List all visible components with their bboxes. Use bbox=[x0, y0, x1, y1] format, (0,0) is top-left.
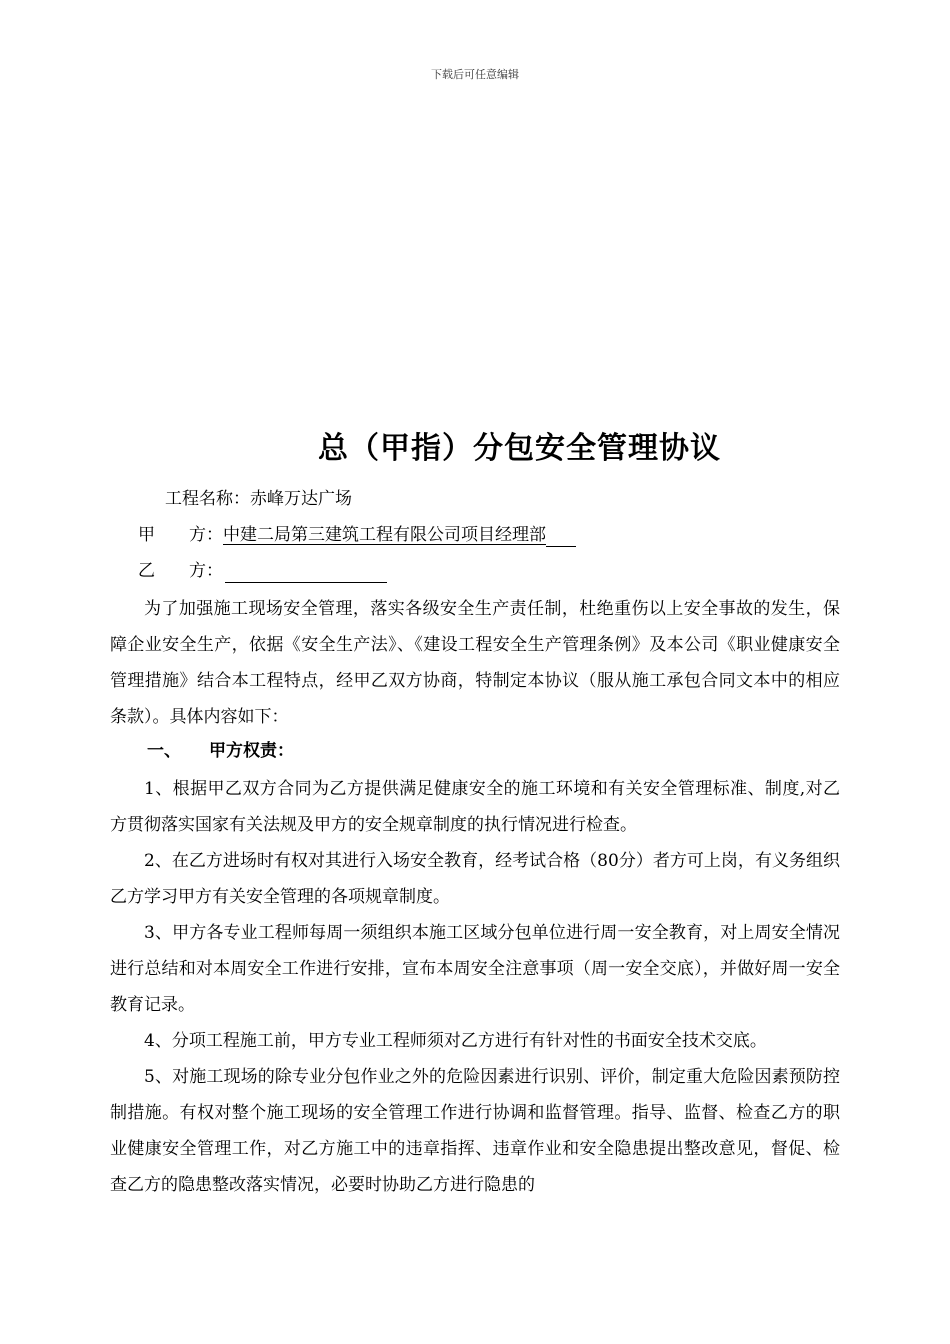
section-heading bbox=[147, 739, 294, 763]
party-a-underline bbox=[546, 526, 576, 547]
clause-4: 4、分项工程施工前，甲方专业工程师须对乙方进行有针对性的书面安全技术交底。 bbox=[144, 1031, 767, 1051]
section-title: 甲方权责： bbox=[209, 741, 294, 761]
party-b-label: 乙 方： bbox=[138, 561, 223, 581]
project-name-row bbox=[165, 487, 352, 511]
clause-3: 3、甲方各专业工程师每周一须组织本施工区域分包单位进行周一安全教育，对上周安全情况进行总结和对本周安全工作进行安排，宣布本周安全注意事项（周一安全交底），并做好周一安全教育记录。 bbox=[110, 923, 840, 1015]
party-b-blank bbox=[225, 562, 387, 583]
clause-1: 1、根据甲乙双方合同为乙方提供满足健康安全的施工环境和有关安全管理标准、制度,对乙方贯彻落实国家有关法规及甲方的安全规章制度的执行情况进行检查。 bbox=[110, 779, 840, 835]
clause-5: 5、对施工现场的除专业分包作业之外的危险因素进行识别、评价，制定重大危险因素预防控制措施。有权对整个施工现场的安全管理工作进行协调和监督管理。指导、监督、检查乙方的职业健康安全管理工作，对乙方施工中的违章指挥、违章作业和安全隐患提出整改意见，督促、检查乙方的隐患整改落实情况，必要时协助乙方进行隐患的 bbox=[110, 1067, 840, 1195]
document-title: 总（甲指）分包安全管理协议 bbox=[318, 431, 721, 466]
header-note: 下载后可任意编辑 bbox=[431, 68, 519, 81]
party-a-row bbox=[138, 523, 576, 547]
party-b-row bbox=[138, 559, 387, 583]
intro-paragraph: 为了加强施工现场安全管理，落实各级安全生产责任制，杜绝重伤以上安全事故的发生，保障企业安全生产，依据《安全生产法》、《建设工程安全生产管理条例》及本公司《职业健康安全管理措施》结合本工程特点，经甲乙双方协商，特制定本协议（服从施工承包合同文本中的相应条款）。具体内容如下： bbox=[110, 599, 840, 727]
party-a-label: 甲 方： bbox=[138, 525, 223, 545]
section-number: 一、 bbox=[147, 741, 181, 761]
project-name-value: 赤峰万达广场 bbox=[250, 489, 352, 509]
party-a-value: 中建二局第三建筑工程有限公司项目经理部 bbox=[223, 525, 546, 545]
project-name-label: 工程名称： bbox=[165, 489, 250, 509]
clause-2: 2、在乙方进场时有权对其进行入场安全教育，经考试合格（80分）者方可上岗，有义务组织乙方学习甲方有关安全管理的各项规章制度。 bbox=[110, 851, 840, 907]
